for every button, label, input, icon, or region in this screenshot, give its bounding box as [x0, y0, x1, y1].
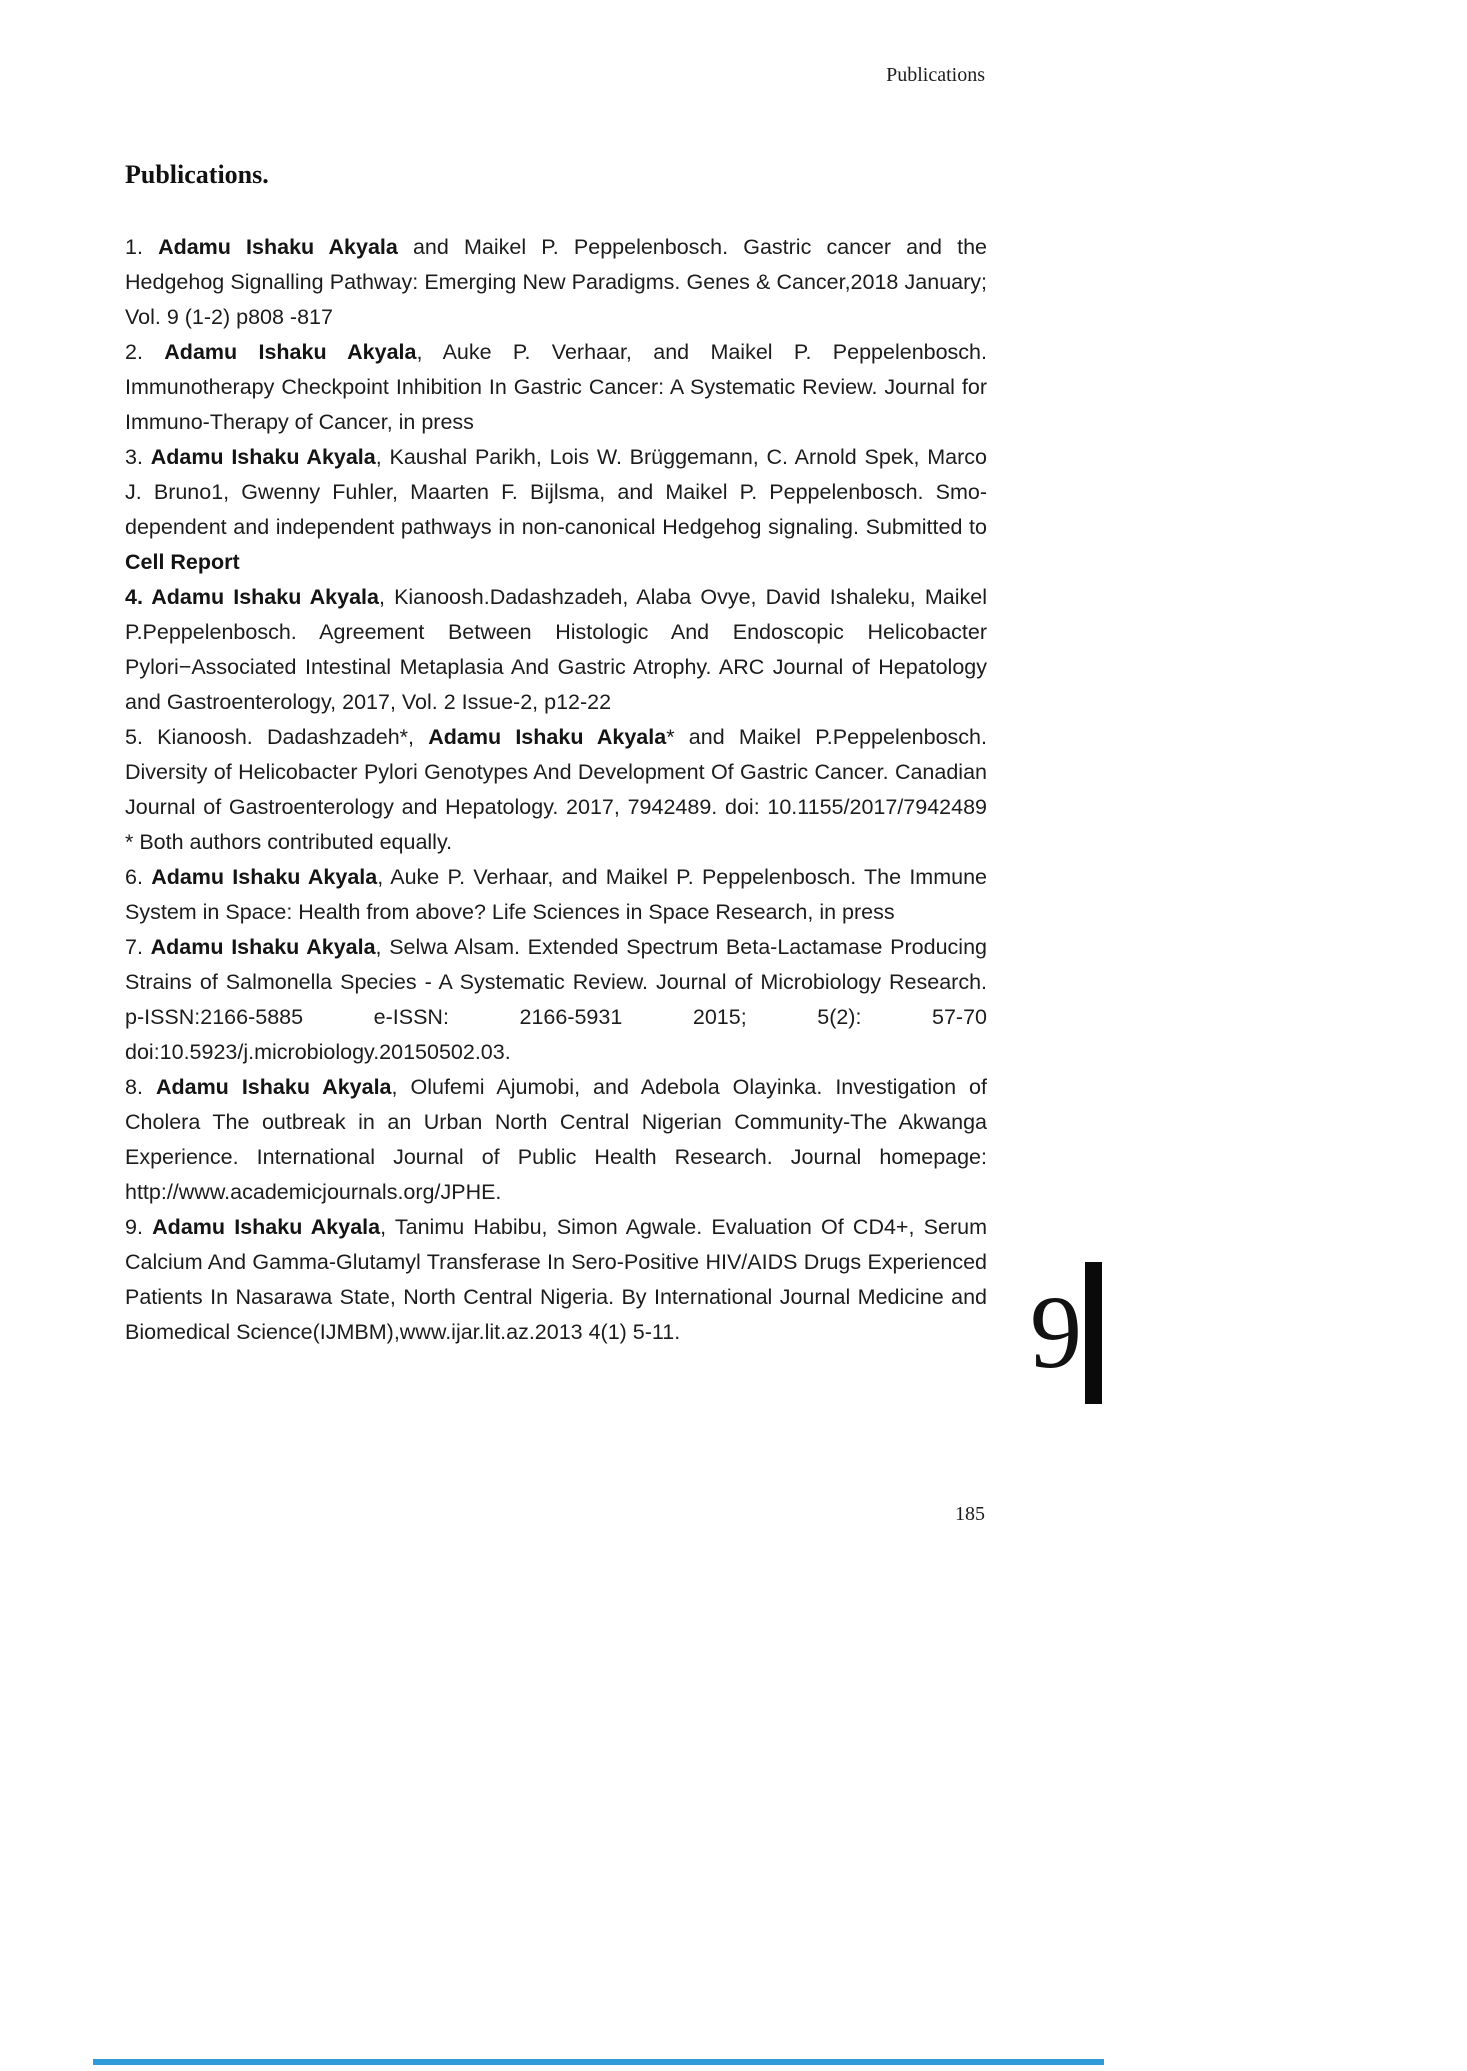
- publication-bold-text: Adamu Ishaku Akyala: [428, 725, 667, 749]
- chapter-tab-bar: [1085, 1262, 1102, 1404]
- publication-item: [125, 1070, 987, 1210]
- publication-text: 2.: [125, 340, 165, 364]
- publication-text: and Maikel P. Peppelenbosch. Gastric cancer and the Hedgehog Signalling Pathway: Emerging New Paradigms. Genes & Cancer,2018 January; Vol. 9 (1-2) p808 -817: [125, 235, 987, 329]
- publication-text: 8.: [125, 1075, 156, 1099]
- publication-bold-text: 4. Adamu Ishaku Akyala: [125, 585, 379, 609]
- publication-item: [125, 1210, 987, 1350]
- publication-item: [125, 930, 987, 1070]
- publication-bold-text: Adamu Ishaku Akyala: [155, 1075, 392, 1099]
- bottom-accent-line: [93, 2059, 1104, 2065]
- publications-list: [125, 230, 987, 1350]
- publication-bold-text: Adamu Ishaku Akyala: [164, 340, 417, 364]
- publication-item: [125, 720, 987, 860]
- publication-text: , Kaushal Parikh, Lois W. Brüggemann, C. Arnold Spek, Marco J. Bruno1, Gwenny Fuhler, Maarten F. Bijlsma, and Maikel P. Peppelenbosch. Smo-dependent and independent pathways in non-canonical Hedgehog signaling. Submitted to: [125, 445, 987, 539]
- publication-item: [125, 860, 987, 930]
- publication-text: , Auke P. Verhaar, and Maikel P. Peppelenbosch. The Immune System in Space: Health from above? Life Sciences in Space Research, in press: [125, 865, 987, 924]
- page-title: Publications.: [125, 160, 269, 189]
- running-head: Publications: [886, 64, 985, 86]
- publication-item: [125, 230, 987, 335]
- publication-bold-text: Adamu Ishaku Akyala: [158, 235, 398, 259]
- publication-bold-text: Adamu Ishaku Akyala: [150, 935, 376, 959]
- publication-text: 1.: [125, 235, 159, 259]
- publication-text: , Kianoosh.Dadashzadeh, Alaba Ovye, David Ishaleku, Maikel P.Peppelenbosch. Agreement Between Histologic And Endoscopic Helicobacter Pylori−Associated Intestinal Metaplasia And Gastric Atrophy. ARC Journal of Hepatology and Gastroenterology, 2017, Vol. 2 Issue-2, p12-22: [125, 585, 988, 714]
- publication-item: [125, 580, 987, 720]
- publication-text: 5. Kianoosh. Dadashzadeh*,: [125, 725, 429, 749]
- chapter-tab: [1015, 1262, 1102, 1404]
- publication-bold-text: Adamu Ishaku Akyala: [150, 445, 376, 469]
- publication-text: 6.: [125, 865, 152, 889]
- publication-text: * and Maikel P.Peppelenbosch. Diversity of Helicobacter Pylori Genotypes And Development Of Gastric Cancer. Canadian Journal of Gastroenterology and Hepatology. 2017, 7942489. doi: 10.1155/2017/7942489 * Both authors contributed equally.: [125, 725, 987, 854]
- publication-bold-text: Adamu Ishaku Akyala: [152, 1215, 381, 1239]
- publication-bold-text: Adamu Ishaku Akyala: [151, 865, 378, 889]
- publication-item: [125, 440, 987, 580]
- publication-text: , Tanimu Habibu, Simon Agwale. Evaluation Of CD4+, Serum Calcium And Gamma-Glutamyl Transferase In Sero-Positive HIV/AIDS Drugs Experienced Patients In Nasarawa State, North Central Nigeria. By International Journal Medicine and Biomedical Science(IJMBM),www.ijar.lit.az.2013 4(1) 5-11.: [125, 1215, 987, 1344]
- page-number: 185: [955, 1503, 985, 1525]
- publication-text: 9.: [125, 1215, 153, 1239]
- publication-text: 3.: [125, 445, 151, 469]
- publication-text: , Auke P. Verhaar, and Maikel P. Peppelenbosch. Immunotherapy Checkpoint Inhibition In Gastric Cancer: A Systematic Review. Journal for Immuno-Therapy of Cancer, in press: [125, 340, 987, 434]
- publication-text: 7.: [125, 935, 151, 959]
- publication-bold-text: Cell Report: [125, 550, 240, 574]
- publication-text: , Selwa Alsam. Extended Spectrum Beta-Lactamase Producing Strains of Salmonella Species - A Systematic Review. Journal of Microbiology Research. p-ISSN:2166-5885 e-ISSN: 2166-5931 2015; 5(2): 57-70 doi:10.5923/j.microbiology.20150502.03.: [125, 935, 987, 1064]
- publication-item: [125, 335, 987, 440]
- publication-text: , Olufemi Ajumobi, and Adebola Olayinka. Investigation of Cholera The outbreak in an Urban North Central Nigerian Community-The Akwanga Experience. International Journal of Public Health Research. Journal homepage: http://www.academicjournals.org/JPHE.: [125, 1075, 987, 1204]
- chapter-number: 9: [1030, 1275, 1082, 1390]
